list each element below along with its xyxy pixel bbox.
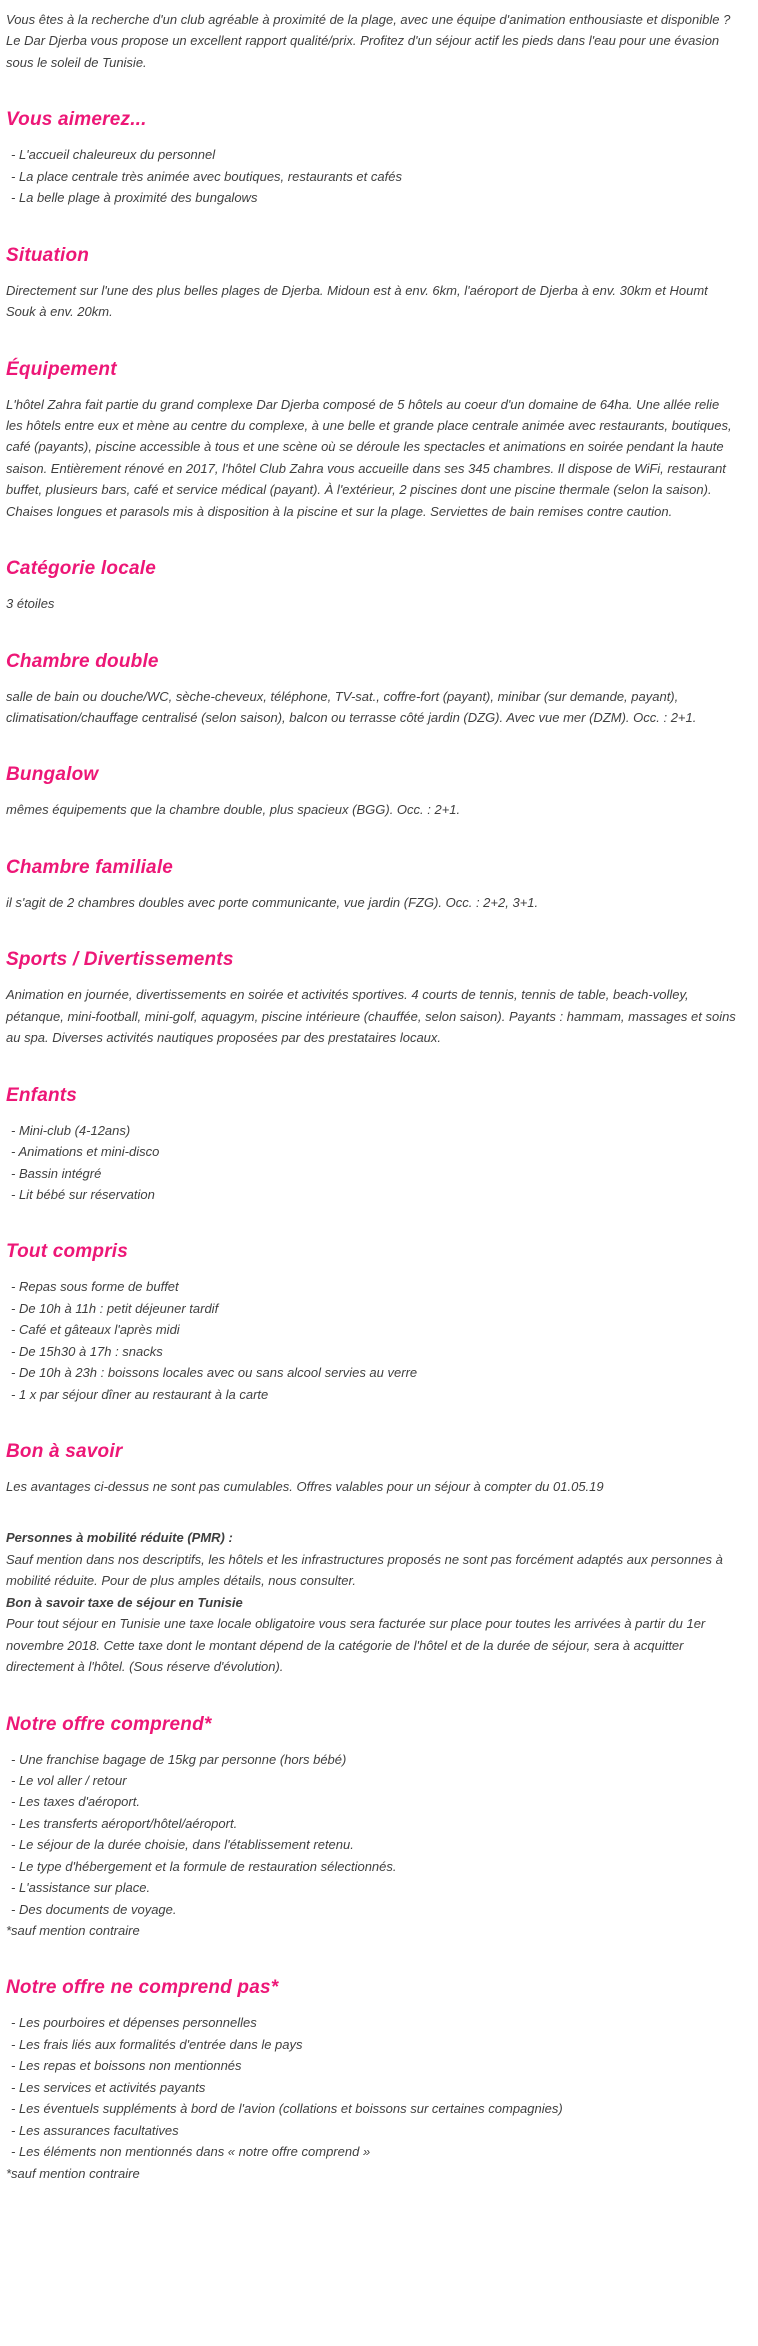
list-item: - Les services et activités payants xyxy=(6,2077,738,2098)
bold-note: Bon à savoir taxe de séjour en Tunisie xyxy=(6,1594,243,1610)
list-item: - De 15h30 à 17h : snacks xyxy=(6,1341,738,1362)
paragraph: Pour tout séjour en Tunisie une taxe locale obligatoire vous sera facturée sur place pour toutes les arrivées à partir du 1er novembre 2018. Cette taxe dont le montant dépend de la catégorie de l'hôtel et de la durée de séjour, sera à acquitter directement à l'hôtel. (Sous réserve d'évolution). xyxy=(6,1616,706,1675)
list-item: - Mini-club (4-12ans) xyxy=(6,1120,738,1141)
list-item: - Les repas et boissons non mentionnés xyxy=(6,2055,738,2076)
list-item: - Les transferts aéroport/hôtel/aéroport. xyxy=(6,1813,738,1834)
paragraph: mêmes équipements que la chambre double, plus spacieux (BGG). Occ. : 2+1. xyxy=(6,802,461,818)
section xyxy=(6,949,738,1048)
list-item: - 1 x par séjour dîner au restaurant à la carte xyxy=(6,1384,738,1405)
list-item: - L'assistance sur place. xyxy=(6,1877,738,1898)
section-title: Catégorie locale xyxy=(6,558,156,580)
list-item: - De 10h à 23h : boissons locales avec ou sans alcool servies au verre xyxy=(6,1362,738,1383)
section xyxy=(6,1441,738,1678)
list-item: - Les éventuels suppléments à bord de l'avion (collations et boissons sur certaines compagnies) xyxy=(6,2098,738,2119)
paragraph: il s'agit de 2 chambres doubles avec porte communicante, vue jardin (FZG). Occ. : 2+2, 3+1. xyxy=(6,894,539,910)
section xyxy=(6,1714,738,1942)
paragraph: salle de bain ou douche/WC, sèche-cheveux, téléphone, TV-sat., coffre-fort (payant), minibar (sur demande, payant), climatisation/chauffage centralisé (selon saison), balcon ou terrasse côté jardin (DZG). Avec vue mer (DZM). Occ. : 2+1. xyxy=(6,688,697,725)
footnote: *sauf mention contraire xyxy=(6,2165,140,2181)
section-title: Enfants xyxy=(6,1084,78,1106)
list-item: - Repas sous forme de buffet xyxy=(6,1276,738,1297)
section xyxy=(6,764,738,820)
section xyxy=(6,651,738,729)
list-item: - Le vol aller / retour xyxy=(6,1770,738,1791)
section-title: Notre offre ne comprend pas* xyxy=(6,1977,279,1999)
paragraph: 3 étoiles xyxy=(6,596,55,612)
intro-paragraph: Vous êtes à la recherche d'un club agréable à proximité de la plage, avec une équipe d'animation enthousiaste et disponible ? Le Dar Djerba vous propose un excellent rapport qualité/prix. Profitez d'un séjour actif les pieds dans l'eau pour une évasion sous le soleil de Tunisie. xyxy=(6,12,731,70)
list-item: - L'accueil chaleureux du personnel xyxy=(6,144,738,165)
section-title: Chambre familiale xyxy=(6,856,174,878)
section xyxy=(6,1977,738,2184)
list-item: - Les éléments non mentionnés dans « notre offre comprend » xyxy=(6,2141,738,2162)
section-title: Tout compris xyxy=(6,1241,129,1263)
paragraph: Directement sur l'une des plus belles plages de Djerba. Midoun est à env. 6km, l'aéroport de Djerba à env. 30km et Houmt Souk à env. 20km. xyxy=(6,282,708,320)
section-title: Chambre double xyxy=(6,650,159,672)
section xyxy=(6,1241,738,1405)
list-item: - Les pourboires et dépenses personnelles xyxy=(6,2012,738,2033)
spacer xyxy=(6,1497,738,1527)
paragraph: Sauf mention dans nos descriptifs, les hôtels et les infrastructures proposés ne sont pas forcément adaptés aux personnes à mobilité réduite. Pour de plus amples détails, nous consulter. xyxy=(6,1551,723,1589)
section xyxy=(6,558,738,614)
section xyxy=(6,1085,738,1206)
list-item: - Les assurances facultatives xyxy=(6,2120,738,2141)
list-item: - Bassin intégré xyxy=(6,1163,738,1184)
list-item: - La place centrale très animée avec boutiques, restaurants et cafés xyxy=(6,166,738,187)
list-item: - Lit bébé sur réservation xyxy=(6,1184,738,1205)
section xyxy=(6,359,738,523)
section-title: Notre offre comprend* xyxy=(6,1713,212,1735)
list-item: - La belle plage à proximité des bungalows xyxy=(6,187,738,208)
section-title: Sports / Divertissements xyxy=(6,949,234,971)
paragraph: Les avantages ci-dessus ne sont pas cumulables. Offres valables pour un séjour à compter du 01.05.19 xyxy=(6,1479,604,1494)
section xyxy=(6,857,738,913)
paragraph: L'hôtel Zahra fait partie du grand complexe Dar Djerba composé de 5 hôtels au coeur d'un domaine de 64ha. Une allée relie les hôtels entre eux et mène au centre du complexe, à une belle et grande place centrale animée avec restaurants, boutiques, café (payants), piscine accessible à tous et une scène où se déroule les spectacles et animations en soirée pendant la haute saison. Entièrement rénové en 2017, l'hôtel Club Zahra vous accueille dans ses 345 chambres. Il dispose de WiFi, restaurant buffet, plusieurs bars, café et service médical (payant). À l'extérieur, 2 piscines dont une piscine thermale (selon la saison). Chaises longues et parasols mis à disposition à la piscine et sur la plage. Serviettes de bain remises contre caution. xyxy=(6,396,732,519)
paragraph: Animation en journée, divertissements en soirée et activités sportives. 4 courts de tennis, tennis de table, beach-volley, pétanque, mini-football, mini-golf, aquagym, piscine intérieure (chauffée, selon saison). Payants : hammam, massages et soins au spa. Diverses activités nautiques proposées par des prestataires locaux. xyxy=(6,987,736,1046)
list-item: - De 10h à 11h : petit déjeuner tardif xyxy=(6,1298,738,1319)
bold-note: Personnes à mobilité réduite (PMR) : xyxy=(6,1530,233,1546)
list-item: - Des documents de voyage. xyxy=(6,1899,738,1920)
list-item: - Le séjour de la durée choisie, dans l'établissement retenu. xyxy=(6,1834,738,1855)
section-title: Bon à savoir xyxy=(6,1441,123,1462)
section-title: Situation xyxy=(6,244,90,266)
section-title: Vous aimerez... xyxy=(6,109,147,131)
list-item: - Les taxes d'aéroport. xyxy=(6,1791,738,1812)
section-title: Équipement xyxy=(6,358,117,380)
list-item: - Les frais liés aux formalités d'entrée dans le pays xyxy=(6,2034,738,2055)
list-item: - Le type d'hébergement et la formule de restauration sélectionnés. xyxy=(6,1856,738,1877)
section xyxy=(6,245,738,323)
list-item: - Café et gâteaux l'après midi xyxy=(6,1319,738,1340)
list-item: - Animations et mini-disco xyxy=(6,1141,738,1162)
section xyxy=(6,109,738,208)
section-title: Bungalow xyxy=(6,764,99,786)
sections xyxy=(6,109,738,2184)
footnote: *sauf mention contraire xyxy=(6,1923,140,1938)
list-item: - Une franchise bagage de 15kg par personne (hors bébé) xyxy=(6,1749,738,1770)
